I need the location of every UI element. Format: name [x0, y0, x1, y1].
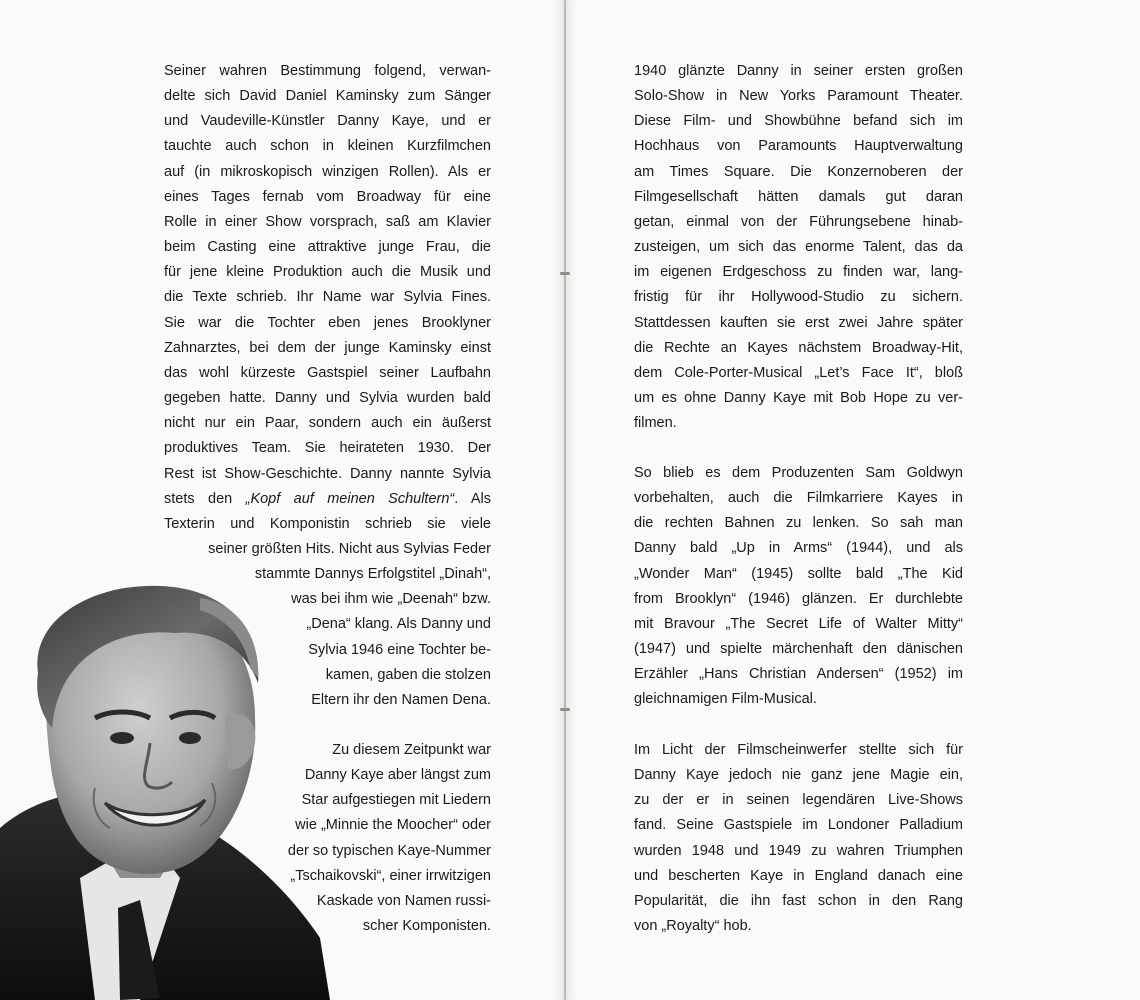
text-line: die rechten Bahnen zu lenken. So sah man — [634, 515, 963, 532]
text-line: wurden 1948 und 1949 zu wahren Triumphen — [634, 842, 963, 859]
text-line: im eigenen Erdgeschoss zu finden war, lang- — [634, 264, 963, 281]
text-line: Zahnarztes, bei dem der junge Kaminsky einst — [164, 339, 491, 356]
text-line: am Times Square. Die Konzernoberen der — [634, 163, 963, 180]
text-line: fristig für ihr Hollywood-Studio zu sichern. — [634, 289, 963, 306]
text-line: filmen. — [634, 415, 677, 431]
text-line: tauchte auch schon in kleinen Kurzfilmchen — [164, 138, 491, 155]
text-line: Danny Kaye aber längst zum — [304, 767, 491, 784]
text-line: das wohl kürzeste Gastspiel seiner Laufbahn — [164, 364, 491, 381]
text-line: delte sich David Daniel Kaminsky zum Sänger — [164, 88, 491, 105]
text-line: auf (in mikroskopisch winzigen Rollen). Als er — [164, 163, 491, 180]
text-line: fand. Seine Gastspiele im Londoner Palladium — [634, 817, 963, 834]
text-line: Kaskade von Namen russi- — [316, 892, 491, 909]
text-line: Stattdessen kauften sie erst zwei Jahre später — [634, 314, 963, 331]
text-line: 1940 glänzte Danny in seiner ersten großen — [634, 63, 963, 79]
text-line: Sie war die Tochter eben jenes Brooklyner — [164, 314, 491, 331]
right-paragraph-3-last — [634, 914, 963, 939]
text-line: Rolle in einer Show vorsprach, saß am Klavier — [164, 213, 491, 230]
text-line: (1947) und spielte märchenhaft den dänischen — [634, 641, 963, 658]
text-line: beim Casting eine attraktive junge Frau, die — [164, 239, 491, 256]
text-line: Texterin und Komponistin schrieb sie viele — [164, 515, 491, 532]
text-line: und Vaudeville-Künstler Danny Kaye, und er — [164, 113, 491, 130]
text-line — [164, 487, 491, 512]
text-line: Popularität, die ihn fast schon in den Rang — [634, 892, 963, 909]
center-fold — [564, 0, 566, 1000]
italic-quote: „Kopf auf meinen Schultern“ — [245, 490, 455, 507]
staple-mark — [560, 708, 570, 711]
right-paragraph-1 — [634, 59, 963, 411]
text-line: Danny Kaye jedoch nie ganz jene Magie ein, — [634, 767, 963, 784]
left-paragraph-1 — [164, 59, 491, 537]
text-line: die Rechte an Kayes nächstem Broadway-Hit, — [634, 339, 963, 356]
text-line: Seiner wahren Bestimmung folgend, verwan- — [164, 63, 491, 79]
text-line: mit Bravour „The Secret Life of Walter Mitty“ — [634, 615, 963, 632]
text-line: Im Licht der Filmscheinwerfer stellte sich für — [634, 742, 963, 758]
text-segment: stets den — [164, 490, 233, 507]
text-line: stammte Dannys Erfolgstitel „Dinah“, — [254, 566, 491, 583]
text-segment: . Als — [454, 490, 492, 507]
text-line: „Tschaikovski“, einer irrwitzigen — [290, 867, 491, 884]
text-line: der so typischen Kaye-Nummer — [287, 842, 491, 859]
text-line: Zu diesem Zeitpunkt war — [332, 742, 491, 758]
left-paragraph-2 — [164, 738, 491, 939]
text-line: produktives Team. Sie heirateten 1930. Der — [164, 440, 491, 457]
right-paragraph-1-last — [634, 411, 963, 436]
text-line: vorbehalten, auch die Filmkarriere Kayes in — [634, 490, 963, 507]
text-line: Eltern ihr den Namen Dena. — [311, 691, 491, 708]
text-line: Sylvia 1946 eine Tochter be- — [308, 641, 491, 658]
text-line: um es ohne Danny Kaye mit Bob Hope zu ver- — [634, 390, 963, 407]
right-paragraph-3 — [634, 738, 963, 914]
text-line: So blieb es dem Produzenten Sam Goldwyn — [634, 465, 963, 481]
text-line: „Dena“ klang. Als Danny und — [306, 616, 491, 633]
text-line: scher Komponisten. — [362, 918, 491, 935]
text-line: Erzähler „Hans Christian Andersen“ (1952) im — [634, 666, 963, 683]
text-line: nicht nur ein Paar, sondern auch ein äußerst — [164, 415, 491, 432]
text-line: gleichnamigen Film-Musical. — [634, 691, 817, 707]
text-line: für jene kleine Produktion auch die Musik und — [164, 264, 491, 281]
text-line: Rest ist Show-Geschichte. Danny nannte Sylvia — [164, 465, 491, 482]
staple-mark — [560, 272, 570, 275]
text-line: und bescherten Kaye in England danach eine — [634, 867, 963, 884]
text-line: Star aufgestiegen mit Liedern — [301, 792, 491, 809]
text-line: eines Tages fernab vom Broadway für eine — [164, 188, 491, 205]
text-line: zu der er in seinen legendären Live-Shows — [634, 792, 963, 809]
text-line: gegeben hatte. Danny und Sylvia wurden bald — [164, 390, 491, 407]
text-line: Diese Film- und Showbühne befand sich im — [634, 113, 963, 130]
left-paragraph-1-wrap — [164, 537, 491, 713]
text-line: Danny bald „Up in Arms“ (1944), und als — [634, 540, 963, 557]
right-paragraph-2 — [634, 461, 963, 687]
text-line: „Wonder Man“ (1945) sollte bald „The Kid — [634, 565, 963, 582]
text-line: seiner größten Hits. Nicht aus Sylvias Feder — [208, 541, 491, 557]
text-line: von „Royalty“ hob. — [634, 918, 752, 934]
text-line: kamen, gaben die stolzen — [325, 666, 491, 683]
text-line: zusteigen, um sich das enorme Talent, das da — [634, 239, 963, 256]
text-line: Solo-Show in New Yorks Paramount Theater. — [634, 88, 963, 105]
text-line: Filmgesellschaft hätten damals gut daran — [634, 188, 963, 205]
text-line: Hochhaus von Paramounts Hauptverwaltung — [634, 138, 963, 155]
text-line: was bei ihm wie „Deenah“ bzw. — [291, 591, 491, 608]
text-line: from Brooklyn“ (1946) glänzen. Er durchlebte — [634, 590, 963, 607]
text-line: dem Cole-Porter-Musical „Let’s Face It“, bloß — [634, 364, 963, 381]
text-line: getan, einmal von der Führungsebene hinab- — [634, 213, 963, 230]
text-line: wie „Minnie the Moocher“ oder — [295, 817, 491, 834]
right-paragraph-2-last — [634, 687, 963, 712]
text-line: die Texte schrieb. Ihr Name war Sylvia Fines. — [164, 289, 491, 306]
